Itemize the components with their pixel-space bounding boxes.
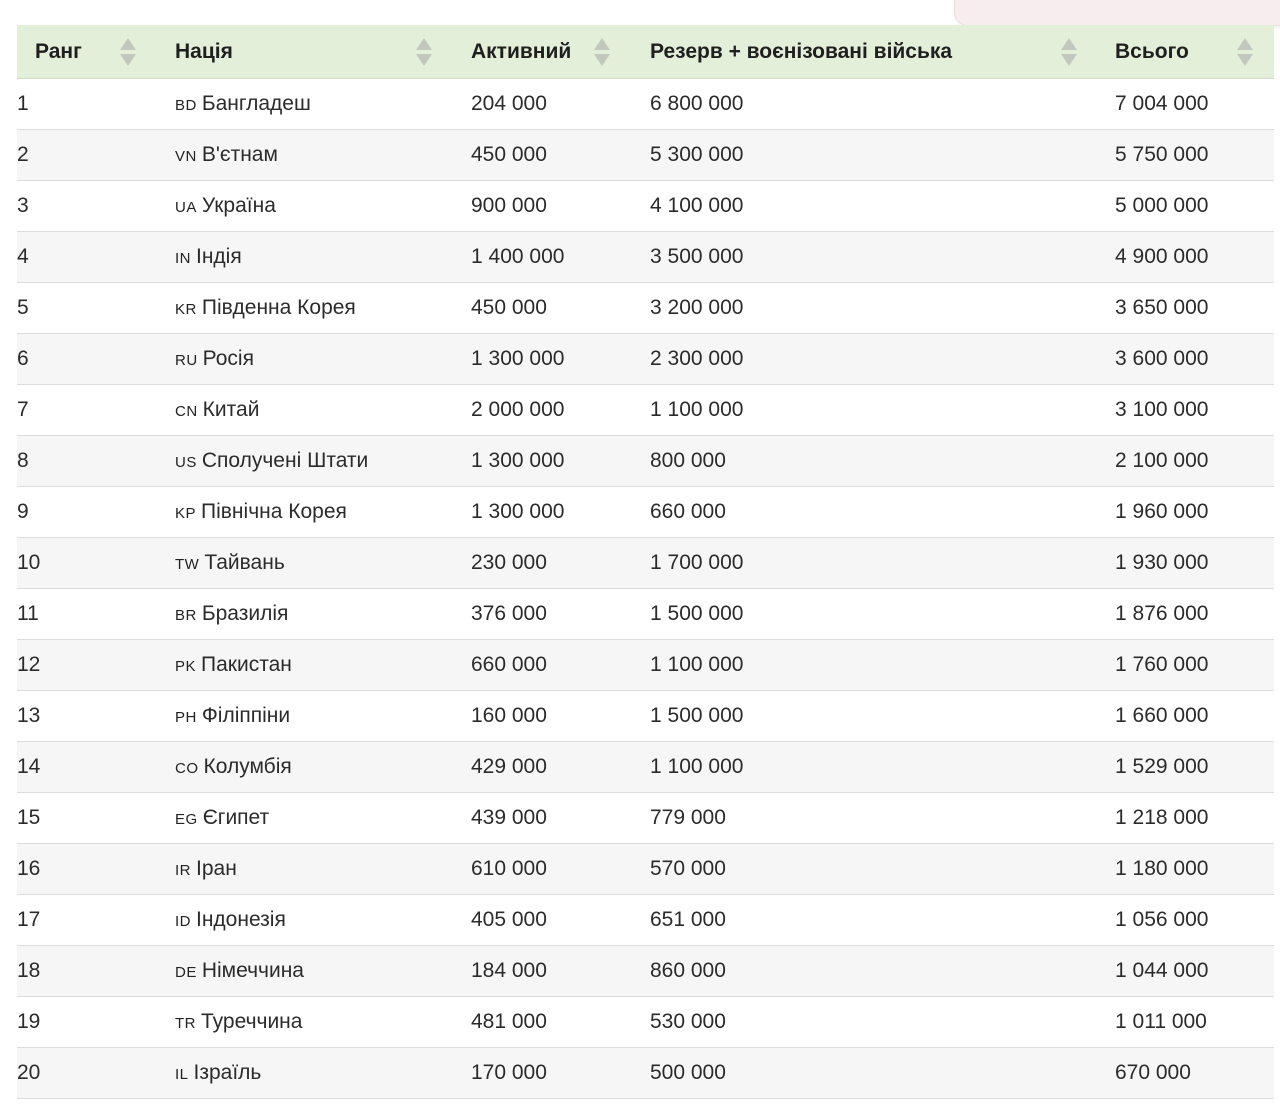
- active-cell: 610 000: [471, 844, 650, 895]
- header-rank-label: Ранг: [35, 39, 82, 63]
- active-cell: 439 000: [471, 793, 650, 844]
- flag-icon: IR: [175, 862, 191, 879]
- active-cell: 1 300 000: [471, 334, 650, 385]
- total-cell: 1 760 000: [1115, 640, 1274, 691]
- rank-cell: 2: [17, 130, 175, 181]
- reserve-cell: 800 000: [650, 436, 1115, 487]
- flag-icon: TW: [175, 556, 200, 573]
- nation-cell: [175, 691, 471, 742]
- flag-icon: UA: [175, 199, 197, 216]
- nation-cell: [175, 487, 471, 538]
- total-cell: 1 930 000: [1115, 538, 1274, 589]
- nation-cell: [175, 946, 471, 997]
- flag-icon: TR: [175, 1015, 196, 1032]
- table-row: [17, 1048, 1274, 1099]
- table-row: [17, 232, 1274, 283]
- nation-cell: [175, 283, 471, 334]
- sort-icon[interactable]: [594, 35, 610, 69]
- active-cell: 230 000: [471, 538, 650, 589]
- reserve-cell: 3 200 000: [650, 283, 1115, 334]
- table-row: [17, 487, 1274, 538]
- total-cell: 5 750 000: [1115, 130, 1274, 181]
- active-cell: 2 000 000: [471, 385, 650, 436]
- table-row: [17, 793, 1274, 844]
- flag-icon: US: [175, 454, 197, 471]
- ranking-table: [17, 25, 1274, 1099]
- nation-cell: [175, 844, 471, 895]
- reserve-cell: 570 000: [650, 844, 1115, 895]
- active-cell: 1 300 000: [471, 487, 650, 538]
- rank-cell: 16: [17, 844, 175, 895]
- reserve-cell: 1 500 000: [650, 691, 1115, 742]
- table-row: [17, 538, 1274, 589]
- rank-cell: 19: [17, 997, 175, 1048]
- total-cell: 1 056 000: [1115, 895, 1274, 946]
- nation-cell: [175, 385, 471, 436]
- reserve-cell: 1 100 000: [650, 640, 1115, 691]
- rank-cell: 10: [17, 538, 175, 589]
- reserve-cell: 1 100 000: [650, 385, 1115, 436]
- nation-cell: [175, 640, 471, 691]
- reserve-cell: 2 300 000: [650, 334, 1115, 385]
- table-row: [17, 997, 1274, 1048]
- sort-icon[interactable]: [416, 35, 432, 69]
- flag-icon: CO: [175, 760, 199, 777]
- total-cell: 1 218 000: [1115, 793, 1274, 844]
- table-row: [17, 946, 1274, 997]
- active-cell: 1 300 000: [471, 436, 650, 487]
- reserve-cell: 651 000: [650, 895, 1115, 946]
- nation-name: Індонезія: [196, 908, 286, 931]
- total-cell: 2 100 000: [1115, 436, 1274, 487]
- rank-cell: 8: [17, 436, 175, 487]
- header-active[interactable]: [471, 25, 650, 79]
- active-cell: 170 000: [471, 1048, 650, 1099]
- nation-name: Сполучені Штати: [201, 449, 369, 472]
- header-total[interactable]: [1115, 25, 1274, 79]
- nation-cell: [175, 742, 471, 793]
- nation-name: Ізраїль: [193, 1061, 262, 1084]
- flag-icon: KR: [175, 301, 197, 318]
- total-cell: 1 960 000: [1115, 487, 1274, 538]
- table-row: [17, 640, 1274, 691]
- reserve-cell: 860 000: [650, 946, 1115, 997]
- flag-icon: PH: [175, 709, 197, 726]
- total-cell: 3 650 000: [1115, 283, 1274, 334]
- active-cell: 1 400 000: [471, 232, 650, 283]
- header-nation-label: Нація: [175, 39, 233, 63]
- nation-name: В'єтнам: [201, 143, 278, 166]
- flag-icon: IN: [175, 250, 191, 267]
- total-cell: 1 011 000: [1115, 997, 1274, 1048]
- table-row: [17, 589, 1274, 640]
- reserve-cell: 6 800 000: [650, 79, 1115, 130]
- active-cell: 429 000: [471, 742, 650, 793]
- total-cell: 3 600 000: [1115, 334, 1274, 385]
- reserve-cell: 1 100 000: [650, 742, 1115, 793]
- table-row: [17, 691, 1274, 742]
- flag-icon: BD: [175, 97, 197, 114]
- header-reserve[interactable]: [650, 25, 1115, 79]
- flag-icon: BR: [175, 607, 197, 624]
- nation-cell: [175, 538, 471, 589]
- rank-cell: 20: [17, 1048, 175, 1099]
- reserve-cell: 3 500 000: [650, 232, 1115, 283]
- flag-icon: IL: [175, 1066, 189, 1083]
- header-nation[interactable]: [175, 25, 471, 79]
- rank-cell: 15: [17, 793, 175, 844]
- active-cell: 405 000: [471, 895, 650, 946]
- reserve-cell: 1 700 000: [650, 538, 1115, 589]
- table-row: [17, 181, 1274, 232]
- flag-icon: PK: [175, 658, 197, 675]
- nation-cell: [175, 793, 471, 844]
- total-cell: 4 900 000: [1115, 232, 1274, 283]
- sort-icon[interactable]: [120, 35, 136, 69]
- nation-name: Пакистан: [201, 653, 292, 676]
- nation-name: Німеччина: [201, 959, 304, 982]
- nation-name: Північна Корея: [201, 500, 347, 523]
- sort-icon[interactable]: [1237, 35, 1253, 69]
- rank-cell: 4: [17, 232, 175, 283]
- table-row: [17, 742, 1274, 793]
- flag-icon: ID: [175, 913, 191, 930]
- total-cell: 1 044 000: [1115, 946, 1274, 997]
- total-cell: 1 180 000: [1115, 844, 1274, 895]
- total-cell: 670 000: [1115, 1048, 1274, 1099]
- active-cell: 900 000: [471, 181, 650, 232]
- rank-cell: 5: [17, 283, 175, 334]
- table-row: [17, 436, 1274, 487]
- total-cell: 1 876 000: [1115, 589, 1274, 640]
- total-cell: 1 529 000: [1115, 742, 1274, 793]
- active-cell: 660 000: [471, 640, 650, 691]
- table-row: [17, 79, 1274, 130]
- table-row: [17, 130, 1274, 181]
- rank-cell: 14: [17, 742, 175, 793]
- flag-icon: DE: [175, 964, 197, 981]
- flag-icon: CN: [175, 403, 198, 420]
- rank-cell: 6: [17, 334, 175, 385]
- active-cell: 184 000: [471, 946, 650, 997]
- header-rank[interactable]: [17, 25, 175, 79]
- nation-name: Колумбія: [203, 755, 292, 778]
- header-total-label: Всього: [1115, 39, 1189, 63]
- table-row: [17, 334, 1274, 385]
- total-cell: 3 100 000: [1115, 385, 1274, 436]
- header-row: [17, 25, 1274, 79]
- rank-cell: 17: [17, 895, 175, 946]
- nation-cell: [175, 232, 471, 283]
- table-header: [17, 25, 1274, 79]
- reserve-cell: 4 100 000: [650, 181, 1115, 232]
- nation-cell: [175, 436, 471, 487]
- table-row: [17, 283, 1274, 334]
- reserve-cell: 530 000: [650, 997, 1115, 1048]
- nation-name: Туреччина: [201, 1010, 303, 1033]
- nation-name: Бразилія: [201, 602, 289, 625]
- nation-name: Південна Корея: [201, 296, 356, 319]
- rank-cell: 18: [17, 946, 175, 997]
- reserve-cell: 5 300 000: [650, 130, 1115, 181]
- flag-icon: KP: [175, 505, 197, 522]
- nation-name: Єгипет: [202, 806, 270, 829]
- total-cell: 7 004 000: [1115, 79, 1274, 130]
- flag-icon: EG: [175, 811, 198, 828]
- reserve-cell: 660 000: [650, 487, 1115, 538]
- table-body: [17, 79, 1274, 1099]
- rank-cell: 12: [17, 640, 175, 691]
- rank-cell: 9: [17, 487, 175, 538]
- nation-name: Філіппіни: [201, 704, 291, 727]
- rank-cell: 13: [17, 691, 175, 742]
- nation-cell: [175, 997, 471, 1048]
- reserve-cell: 779 000: [650, 793, 1115, 844]
- nation-cell: [175, 79, 471, 130]
- active-cell: 450 000: [471, 130, 650, 181]
- table-row: [17, 895, 1274, 946]
- nation-cell: [175, 181, 471, 232]
- nation-cell: [175, 130, 471, 181]
- nation-name: Іран: [196, 857, 237, 880]
- active-cell: 204 000: [471, 79, 650, 130]
- nation-cell: [175, 1048, 471, 1099]
- active-cell: 160 000: [471, 691, 650, 742]
- flag-icon: VN: [175, 148, 197, 165]
- header-active-label: Активний: [471, 39, 572, 63]
- active-cell: 450 000: [471, 283, 650, 334]
- active-cell: 481 000: [471, 997, 650, 1048]
- rank-cell: 3: [17, 181, 175, 232]
- header-reserve-label: Резерв + воєнізовані війська: [650, 39, 953, 63]
- reserve-cell: 1 500 000: [650, 589, 1115, 640]
- nation-name: Тайвань: [204, 551, 285, 574]
- nation-cell: [175, 334, 471, 385]
- table-row: [17, 844, 1274, 895]
- total-cell: 5 000 000: [1115, 181, 1274, 232]
- nation-cell: [175, 589, 471, 640]
- rank-cell: 1: [17, 79, 175, 130]
- total-cell: 1 660 000: [1115, 691, 1274, 742]
- corner-tab[interactable]: [954, 0, 1280, 26]
- nation-cell: [175, 895, 471, 946]
- nation-name: Росія: [202, 347, 254, 370]
- nation-name: Україна: [201, 194, 276, 217]
- rank-cell: 11: [17, 589, 175, 640]
- active-cell: 376 000: [471, 589, 650, 640]
- sort-icon[interactable]: [1061, 35, 1077, 69]
- nation-name: Бангладеш: [201, 92, 311, 115]
- flag-icon: RU: [175, 352, 198, 369]
- nation-name: Китай: [202, 398, 260, 421]
- nation-name: Індія: [196, 245, 242, 268]
- table-row: [17, 385, 1274, 436]
- rank-cell: 7: [17, 385, 175, 436]
- reserve-cell: 500 000: [650, 1048, 1115, 1099]
